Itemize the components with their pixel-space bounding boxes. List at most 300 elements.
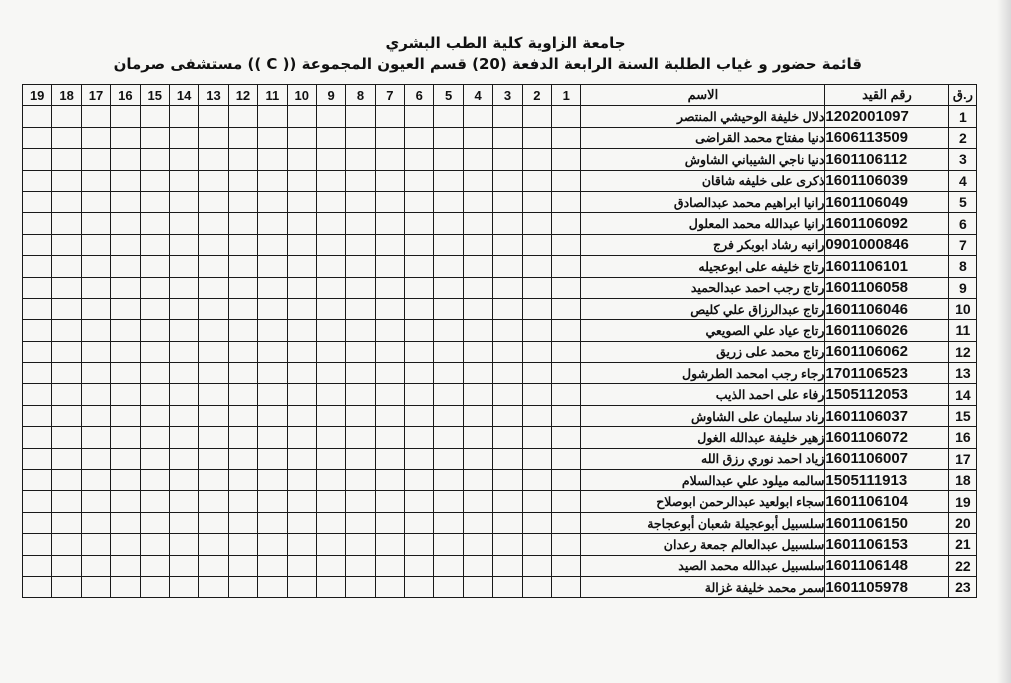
attendance-cell[interactable] bbox=[493, 256, 522, 277]
attendance-cell[interactable] bbox=[258, 341, 287, 362]
attendance-cell[interactable] bbox=[140, 448, 169, 469]
attendance-cell[interactable] bbox=[258, 320, 287, 341]
attendance-cell[interactable] bbox=[111, 534, 140, 555]
attendance-cell[interactable] bbox=[522, 341, 551, 362]
attendance-cell[interactable] bbox=[493, 491, 522, 512]
attendance-cell[interactable] bbox=[493, 427, 522, 448]
attendance-cell[interactable] bbox=[23, 491, 52, 512]
attendance-cell[interactable] bbox=[346, 470, 375, 491]
attendance-cell[interactable] bbox=[258, 448, 287, 469]
attendance-cell[interactable] bbox=[52, 106, 81, 127]
attendance-cell[interactable] bbox=[493, 191, 522, 212]
attendance-cell[interactable] bbox=[287, 191, 316, 212]
attendance-cell[interactable] bbox=[52, 298, 81, 319]
attendance-cell[interactable] bbox=[316, 191, 345, 212]
attendance-cell[interactable] bbox=[111, 106, 140, 127]
attendance-cell[interactable] bbox=[522, 576, 551, 597]
attendance-cell[interactable] bbox=[434, 298, 463, 319]
attendance-cell[interactable] bbox=[522, 277, 551, 298]
attendance-cell[interactable] bbox=[228, 191, 257, 212]
attendance-cell[interactable] bbox=[375, 170, 404, 191]
attendance-cell[interactable] bbox=[169, 320, 198, 341]
attendance-cell[interactable] bbox=[463, 555, 492, 576]
attendance-cell[interactable] bbox=[228, 363, 257, 384]
attendance-cell[interactable] bbox=[405, 512, 434, 533]
attendance-cell[interactable] bbox=[23, 213, 52, 234]
attendance-cell[interactable] bbox=[552, 384, 581, 405]
attendance-cell[interactable] bbox=[405, 470, 434, 491]
attendance-cell[interactable] bbox=[23, 234, 52, 255]
attendance-cell[interactable] bbox=[493, 405, 522, 426]
attendance-cell[interactable] bbox=[287, 127, 316, 148]
attendance-cell[interactable] bbox=[434, 448, 463, 469]
attendance-cell[interactable] bbox=[375, 555, 404, 576]
attendance-cell[interactable] bbox=[111, 555, 140, 576]
attendance-cell[interactable] bbox=[52, 534, 81, 555]
attendance-cell[interactable] bbox=[169, 106, 198, 127]
attendance-cell[interactable] bbox=[522, 320, 551, 341]
attendance-cell[interactable] bbox=[346, 191, 375, 212]
attendance-cell[interactable] bbox=[169, 256, 198, 277]
attendance-cell[interactable] bbox=[199, 341, 228, 362]
attendance-cell[interactable] bbox=[199, 191, 228, 212]
attendance-cell[interactable] bbox=[463, 405, 492, 426]
attendance-cell[interactable] bbox=[52, 512, 81, 533]
attendance-cell[interactable] bbox=[258, 470, 287, 491]
attendance-cell[interactable] bbox=[493, 448, 522, 469]
attendance-cell[interactable] bbox=[23, 256, 52, 277]
attendance-cell[interactable] bbox=[552, 427, 581, 448]
attendance-cell[interactable] bbox=[199, 427, 228, 448]
attendance-cell[interactable] bbox=[405, 491, 434, 512]
attendance-cell[interactable] bbox=[522, 170, 551, 191]
attendance-cell[interactable] bbox=[228, 405, 257, 426]
attendance-cell[interactable] bbox=[52, 555, 81, 576]
attendance-cell[interactable] bbox=[258, 405, 287, 426]
attendance-cell[interactable] bbox=[140, 384, 169, 405]
attendance-cell[interactable] bbox=[52, 213, 81, 234]
attendance-cell[interactable] bbox=[23, 277, 52, 298]
attendance-cell[interactable] bbox=[169, 384, 198, 405]
attendance-cell[interactable] bbox=[522, 106, 551, 127]
attendance-cell[interactable] bbox=[258, 213, 287, 234]
attendance-cell[interactable] bbox=[23, 341, 52, 362]
attendance-cell[interactable] bbox=[258, 256, 287, 277]
attendance-cell[interactable] bbox=[52, 341, 81, 362]
attendance-cell[interactable] bbox=[463, 234, 492, 255]
attendance-cell[interactable] bbox=[52, 320, 81, 341]
attendance-cell[interactable] bbox=[346, 106, 375, 127]
attendance-cell[interactable] bbox=[228, 512, 257, 533]
attendance-cell[interactable] bbox=[23, 384, 52, 405]
attendance-cell[interactable] bbox=[199, 277, 228, 298]
attendance-cell[interactable] bbox=[522, 384, 551, 405]
attendance-cell[interactable] bbox=[169, 363, 198, 384]
attendance-cell[interactable] bbox=[463, 576, 492, 597]
attendance-cell[interactable] bbox=[375, 106, 404, 127]
attendance-cell[interactable] bbox=[463, 470, 492, 491]
attendance-cell[interactable] bbox=[111, 127, 140, 148]
attendance-cell[interactable] bbox=[23, 470, 52, 491]
attendance-cell[interactable] bbox=[111, 405, 140, 426]
attendance-cell[interactable] bbox=[169, 213, 198, 234]
attendance-cell[interactable] bbox=[228, 384, 257, 405]
attendance-cell[interactable] bbox=[111, 234, 140, 255]
attendance-cell[interactable] bbox=[316, 555, 345, 576]
attendance-cell[interactable] bbox=[405, 363, 434, 384]
attendance-cell[interactable] bbox=[23, 320, 52, 341]
attendance-cell[interactable] bbox=[522, 448, 551, 469]
attendance-cell[interactable] bbox=[522, 127, 551, 148]
attendance-cell[interactable] bbox=[23, 405, 52, 426]
attendance-cell[interactable] bbox=[375, 298, 404, 319]
attendance-cell[interactable] bbox=[140, 341, 169, 362]
attendance-cell[interactable] bbox=[434, 127, 463, 148]
attendance-cell[interactable] bbox=[52, 576, 81, 597]
attendance-cell[interactable] bbox=[52, 191, 81, 212]
attendance-cell[interactable] bbox=[316, 277, 345, 298]
attendance-cell[interactable] bbox=[493, 576, 522, 597]
attendance-cell[interactable] bbox=[140, 427, 169, 448]
attendance-cell[interactable] bbox=[522, 555, 551, 576]
attendance-cell[interactable] bbox=[81, 491, 110, 512]
attendance-cell[interactable] bbox=[493, 298, 522, 319]
attendance-cell[interactable] bbox=[199, 491, 228, 512]
attendance-cell[interactable] bbox=[52, 127, 81, 148]
attendance-cell[interactable] bbox=[375, 448, 404, 469]
attendance-cell[interactable] bbox=[199, 149, 228, 170]
attendance-cell[interactable] bbox=[463, 363, 492, 384]
attendance-cell[interactable] bbox=[81, 213, 110, 234]
attendance-cell[interactable] bbox=[493, 127, 522, 148]
attendance-cell[interactable] bbox=[111, 448, 140, 469]
attendance-cell[interactable] bbox=[493, 384, 522, 405]
attendance-cell[interactable] bbox=[316, 576, 345, 597]
attendance-cell[interactable] bbox=[522, 405, 551, 426]
attendance-cell[interactable] bbox=[375, 491, 404, 512]
attendance-cell[interactable] bbox=[140, 213, 169, 234]
attendance-cell[interactable] bbox=[81, 576, 110, 597]
attendance-cell[interactable] bbox=[522, 427, 551, 448]
attendance-cell[interactable] bbox=[434, 341, 463, 362]
attendance-cell[interactable] bbox=[23, 512, 52, 533]
attendance-cell[interactable] bbox=[199, 106, 228, 127]
attendance-cell[interactable] bbox=[169, 427, 198, 448]
attendance-cell[interactable] bbox=[140, 555, 169, 576]
attendance-cell[interactable] bbox=[405, 320, 434, 341]
attendance-cell[interactable] bbox=[52, 149, 81, 170]
attendance-cell[interactable] bbox=[228, 213, 257, 234]
attendance-cell[interactable] bbox=[522, 491, 551, 512]
attendance-cell[interactable] bbox=[287, 555, 316, 576]
attendance-cell[interactable] bbox=[463, 491, 492, 512]
attendance-cell[interactable] bbox=[316, 106, 345, 127]
attendance-cell[interactable] bbox=[169, 470, 198, 491]
attendance-cell[interactable] bbox=[346, 213, 375, 234]
attendance-cell[interactable] bbox=[199, 405, 228, 426]
attendance-cell[interactable] bbox=[228, 341, 257, 362]
attendance-cell[interactable] bbox=[140, 491, 169, 512]
attendance-cell[interactable] bbox=[81, 191, 110, 212]
attendance-cell[interactable] bbox=[552, 470, 581, 491]
attendance-cell[interactable] bbox=[111, 213, 140, 234]
attendance-cell[interactable] bbox=[316, 170, 345, 191]
attendance-cell[interactable] bbox=[169, 234, 198, 255]
attendance-cell[interactable] bbox=[375, 127, 404, 148]
attendance-cell[interactable] bbox=[316, 384, 345, 405]
attendance-cell[interactable] bbox=[522, 298, 551, 319]
attendance-cell[interactable] bbox=[346, 149, 375, 170]
attendance-cell[interactable] bbox=[199, 576, 228, 597]
attendance-cell[interactable] bbox=[346, 277, 375, 298]
attendance-cell[interactable] bbox=[493, 320, 522, 341]
attendance-cell[interactable] bbox=[81, 405, 110, 426]
attendance-cell[interactable] bbox=[111, 576, 140, 597]
attendance-cell[interactable] bbox=[169, 341, 198, 362]
attendance-cell[interactable] bbox=[258, 149, 287, 170]
attendance-cell[interactable] bbox=[81, 234, 110, 255]
attendance-cell[interactable] bbox=[169, 576, 198, 597]
attendance-cell[interactable] bbox=[552, 534, 581, 555]
attendance-cell[interactable] bbox=[552, 256, 581, 277]
attendance-cell[interactable] bbox=[316, 298, 345, 319]
attendance-cell[interactable] bbox=[552, 341, 581, 362]
attendance-cell[interactable] bbox=[463, 277, 492, 298]
attendance-cell[interactable] bbox=[287, 149, 316, 170]
attendance-cell[interactable] bbox=[434, 534, 463, 555]
attendance-cell[interactable] bbox=[287, 277, 316, 298]
attendance-cell[interactable] bbox=[316, 320, 345, 341]
attendance-cell[interactable] bbox=[258, 555, 287, 576]
attendance-cell[interactable] bbox=[111, 149, 140, 170]
attendance-cell[interactable] bbox=[316, 405, 345, 426]
attendance-cell[interactable] bbox=[493, 170, 522, 191]
attendance-cell[interactable] bbox=[405, 384, 434, 405]
attendance-cell[interactable] bbox=[463, 341, 492, 362]
attendance-cell[interactable] bbox=[258, 512, 287, 533]
attendance-cell[interactable] bbox=[111, 298, 140, 319]
attendance-cell[interactable] bbox=[522, 234, 551, 255]
attendance-cell[interactable] bbox=[316, 234, 345, 255]
attendance-cell[interactable] bbox=[522, 363, 551, 384]
attendance-cell[interactable] bbox=[434, 363, 463, 384]
attendance-cell[interactable] bbox=[316, 491, 345, 512]
attendance-cell[interactable] bbox=[493, 213, 522, 234]
attendance-cell[interactable] bbox=[287, 427, 316, 448]
attendance-cell[interactable] bbox=[405, 534, 434, 555]
attendance-cell[interactable] bbox=[81, 534, 110, 555]
attendance-cell[interactable] bbox=[258, 298, 287, 319]
attendance-cell[interactable] bbox=[346, 363, 375, 384]
attendance-cell[interactable] bbox=[493, 363, 522, 384]
attendance-cell[interactable] bbox=[522, 149, 551, 170]
attendance-cell[interactable] bbox=[258, 170, 287, 191]
attendance-cell[interactable] bbox=[52, 384, 81, 405]
attendance-cell[interactable] bbox=[81, 277, 110, 298]
attendance-cell[interactable] bbox=[552, 170, 581, 191]
attendance-cell[interactable] bbox=[552, 491, 581, 512]
attendance-cell[interactable] bbox=[140, 512, 169, 533]
attendance-cell[interactable] bbox=[199, 470, 228, 491]
attendance-cell[interactable] bbox=[228, 170, 257, 191]
attendance-cell[interactable] bbox=[228, 448, 257, 469]
attendance-cell[interactable] bbox=[552, 106, 581, 127]
attendance-cell[interactable] bbox=[111, 384, 140, 405]
attendance-cell[interactable] bbox=[552, 448, 581, 469]
attendance-cell[interactable] bbox=[346, 234, 375, 255]
attendance-cell[interactable] bbox=[81, 170, 110, 191]
attendance-cell[interactable] bbox=[316, 470, 345, 491]
attendance-cell[interactable] bbox=[463, 427, 492, 448]
attendance-cell[interactable] bbox=[346, 491, 375, 512]
attendance-cell[interactable] bbox=[81, 448, 110, 469]
attendance-cell[interactable] bbox=[258, 384, 287, 405]
attendance-cell[interactable] bbox=[522, 470, 551, 491]
attendance-cell[interactable] bbox=[375, 363, 404, 384]
attendance-cell[interactable] bbox=[493, 341, 522, 362]
attendance-cell[interactable] bbox=[552, 555, 581, 576]
attendance-cell[interactable] bbox=[434, 384, 463, 405]
attendance-cell[interactable] bbox=[199, 363, 228, 384]
attendance-cell[interactable] bbox=[405, 149, 434, 170]
attendance-cell[interactable] bbox=[463, 127, 492, 148]
attendance-cell[interactable] bbox=[463, 213, 492, 234]
attendance-cell[interactable] bbox=[23, 170, 52, 191]
attendance-cell[interactable] bbox=[287, 106, 316, 127]
attendance-cell[interactable] bbox=[316, 256, 345, 277]
attendance-cell[interactable] bbox=[405, 448, 434, 469]
attendance-cell[interactable] bbox=[258, 234, 287, 255]
attendance-cell[interactable] bbox=[287, 576, 316, 597]
attendance-cell[interactable] bbox=[140, 234, 169, 255]
attendance-cell[interactable] bbox=[81, 384, 110, 405]
attendance-cell[interactable] bbox=[434, 149, 463, 170]
attendance-cell[interactable] bbox=[287, 363, 316, 384]
attendance-cell[interactable] bbox=[405, 555, 434, 576]
attendance-cell[interactable] bbox=[228, 256, 257, 277]
attendance-cell[interactable] bbox=[405, 298, 434, 319]
attendance-cell[interactable] bbox=[258, 191, 287, 212]
attendance-cell[interactable] bbox=[434, 405, 463, 426]
attendance-cell[interactable] bbox=[316, 127, 345, 148]
attendance-cell[interactable] bbox=[23, 149, 52, 170]
attendance-cell[interactable] bbox=[258, 277, 287, 298]
attendance-cell[interactable] bbox=[346, 448, 375, 469]
attendance-cell[interactable] bbox=[463, 448, 492, 469]
attendance-cell[interactable] bbox=[169, 512, 198, 533]
attendance-cell[interactable] bbox=[287, 213, 316, 234]
attendance-cell[interactable] bbox=[463, 170, 492, 191]
attendance-cell[interactable] bbox=[346, 512, 375, 533]
attendance-cell[interactable] bbox=[405, 427, 434, 448]
attendance-cell[interactable] bbox=[140, 149, 169, 170]
attendance-cell[interactable] bbox=[228, 298, 257, 319]
attendance-cell[interactable] bbox=[140, 298, 169, 319]
attendance-cell[interactable] bbox=[287, 298, 316, 319]
attendance-cell[interactable] bbox=[552, 512, 581, 533]
attendance-cell[interactable] bbox=[552, 149, 581, 170]
attendance-cell[interactable] bbox=[169, 127, 198, 148]
attendance-cell[interactable] bbox=[405, 576, 434, 597]
attendance-cell[interactable] bbox=[52, 448, 81, 469]
attendance-cell[interactable] bbox=[52, 363, 81, 384]
attendance-cell[interactable] bbox=[111, 363, 140, 384]
attendance-cell[interactable] bbox=[111, 427, 140, 448]
attendance-cell[interactable] bbox=[434, 234, 463, 255]
attendance-cell[interactable] bbox=[81, 256, 110, 277]
attendance-cell[interactable] bbox=[375, 213, 404, 234]
attendance-cell[interactable] bbox=[552, 363, 581, 384]
attendance-cell[interactable] bbox=[552, 320, 581, 341]
attendance-cell[interactable] bbox=[140, 127, 169, 148]
attendance-cell[interactable] bbox=[169, 448, 198, 469]
attendance-cell[interactable] bbox=[375, 470, 404, 491]
attendance-cell[interactable] bbox=[375, 256, 404, 277]
attendance-cell[interactable] bbox=[169, 170, 198, 191]
attendance-cell[interactable] bbox=[434, 213, 463, 234]
attendance-cell[interactable] bbox=[287, 256, 316, 277]
attendance-cell[interactable] bbox=[258, 127, 287, 148]
attendance-cell[interactable] bbox=[316, 448, 345, 469]
attendance-cell[interactable] bbox=[228, 555, 257, 576]
attendance-cell[interactable] bbox=[405, 170, 434, 191]
attendance-cell[interactable] bbox=[228, 277, 257, 298]
attendance-cell[interactable] bbox=[169, 298, 198, 319]
attendance-cell[interactable] bbox=[375, 234, 404, 255]
attendance-cell[interactable] bbox=[169, 149, 198, 170]
attendance-cell[interactable] bbox=[52, 470, 81, 491]
attendance-cell[interactable] bbox=[199, 127, 228, 148]
attendance-cell[interactable] bbox=[463, 191, 492, 212]
attendance-cell[interactable] bbox=[169, 191, 198, 212]
attendance-cell[interactable] bbox=[169, 534, 198, 555]
attendance-cell[interactable] bbox=[434, 277, 463, 298]
attendance-cell[interactable] bbox=[434, 170, 463, 191]
attendance-cell[interactable] bbox=[199, 534, 228, 555]
attendance-cell[interactable] bbox=[52, 427, 81, 448]
attendance-cell[interactable] bbox=[552, 127, 581, 148]
attendance-cell[interactable] bbox=[522, 191, 551, 212]
attendance-cell[interactable] bbox=[493, 555, 522, 576]
attendance-cell[interactable] bbox=[140, 320, 169, 341]
attendance-cell[interactable] bbox=[199, 320, 228, 341]
attendance-cell[interactable] bbox=[287, 341, 316, 362]
attendance-cell[interactable] bbox=[346, 341, 375, 362]
attendance-cell[interactable] bbox=[258, 427, 287, 448]
attendance-cell[interactable] bbox=[287, 512, 316, 533]
attendance-cell[interactable] bbox=[81, 149, 110, 170]
attendance-cell[interactable] bbox=[405, 256, 434, 277]
attendance-cell[interactable] bbox=[140, 534, 169, 555]
attendance-cell[interactable] bbox=[228, 576, 257, 597]
attendance-cell[interactable] bbox=[405, 234, 434, 255]
attendance-cell[interactable] bbox=[316, 341, 345, 362]
attendance-cell[interactable] bbox=[258, 363, 287, 384]
attendance-cell[interactable] bbox=[23, 298, 52, 319]
attendance-cell[interactable] bbox=[140, 405, 169, 426]
attendance-cell[interactable] bbox=[111, 256, 140, 277]
attendance-cell[interactable] bbox=[375, 277, 404, 298]
attendance-cell[interactable] bbox=[346, 427, 375, 448]
attendance-cell[interactable] bbox=[81, 512, 110, 533]
attendance-cell[interactable] bbox=[463, 320, 492, 341]
attendance-cell[interactable] bbox=[140, 363, 169, 384]
attendance-cell[interactable] bbox=[463, 256, 492, 277]
attendance-cell[interactable] bbox=[140, 576, 169, 597]
attendance-cell[interactable] bbox=[81, 555, 110, 576]
attendance-cell[interactable] bbox=[199, 256, 228, 277]
attendance-cell[interactable] bbox=[228, 106, 257, 127]
